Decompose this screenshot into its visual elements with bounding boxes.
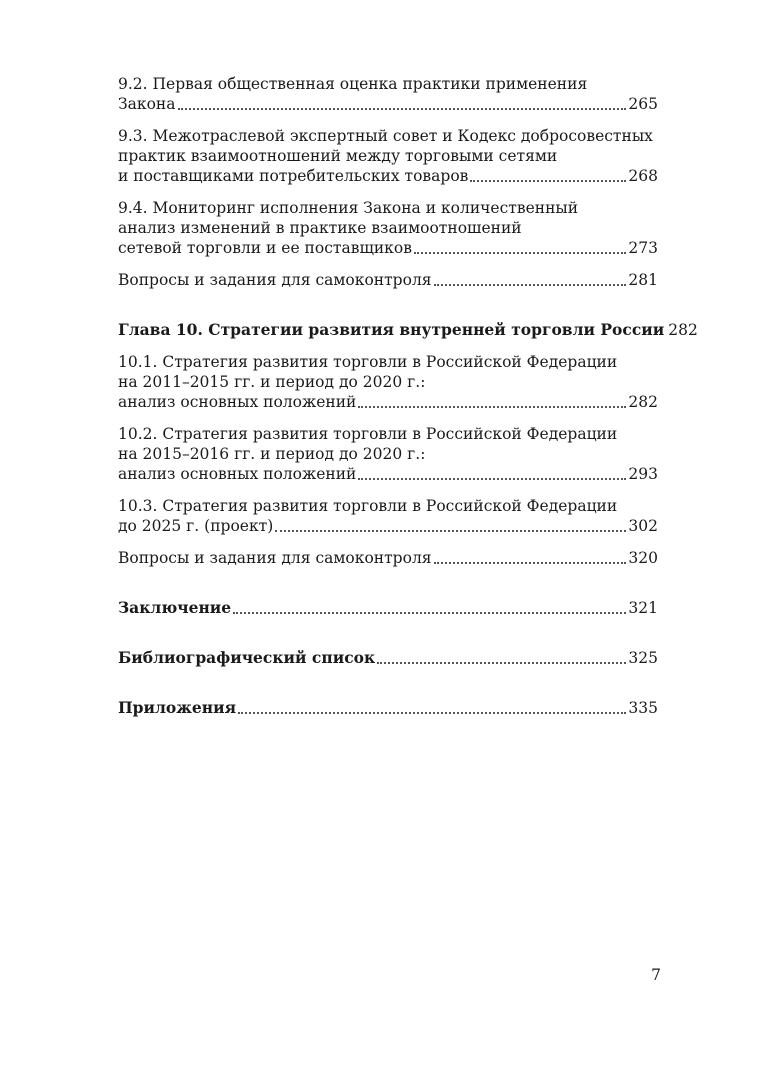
chapter-title: Заключение [118,598,232,617]
toc-page-number: 265 [628,95,658,113]
toc-entry-line: на 2011–2015 гг. и период до 2020 г.: [118,373,426,391]
toc-entry-line: анализ основных положений [118,393,357,411]
toc-entry-line: 10.2. Стратегия развития торговли в Российской Федерации [118,425,618,443]
toc-page-number: 282 [628,393,658,411]
toc-entry-10-2 [118,424,658,484]
toc-entry-line: анализ основных положений [118,465,357,483]
leader-dots [238,712,626,714]
toc-page-number: 273 [628,239,658,257]
leader-dots [377,662,626,664]
toc-page-number: 335 [628,699,658,717]
toc-entry-line: 9.4. Мониторинг исполнения Закона и количественный [118,199,579,217]
toc-entry-line: Вопросы и задания для самоконтроля [118,271,432,289]
toc-entry-10-3 [118,496,658,536]
toc-entry-line: до 2025 г. (проект) [118,517,274,535]
toc-page-number: 302 [628,517,658,535]
toc-page-number: 281 [628,271,658,289]
toc-entry-line: на 2015–2016 гг. и период до 2020 г.: [118,445,426,463]
toc-page-number: 293 [628,465,658,483]
leader-dots [414,252,626,254]
toc-entry-questions-9 [118,270,658,290]
toc-entry-line: Вопросы и задания для самоконтроля [118,549,432,567]
leader-dots [434,284,627,286]
chapter-title: Приложения [118,698,237,717]
leader-dots [275,530,626,532]
toc-entry-line: и поставщиками потребительских товаров [118,167,469,185]
toc-entry-10-1 [118,352,658,412]
toc-entry-line: 10.1. Стратегия развития торговли в Российской Федерации [118,353,618,371]
toc-entry-line: 9.2. Первая общественная оценка практики применения [118,75,588,93]
toc-chapter-10 [118,320,698,340]
leader-dots [470,180,626,182]
leader-dots [434,562,627,564]
toc-page-number: 320 [628,549,658,567]
leader-dots [358,478,626,480]
toc-page-number: 321 [628,599,658,617]
toc-entry-line: 9.3. Межотраслевой экспертный совет и Кодекс добросовестных [118,127,653,145]
toc-page-number: 325 [628,649,658,667]
toc-entry-9-4 [118,198,658,258]
leader-dots [358,406,626,408]
toc-entry-9-3 [118,126,658,186]
toc-entry-line: сетевой торговли и ее поставщиков [118,239,412,257]
toc-entry-line: 10.3. Стратегия развития торговли в Российской Федерации [118,497,618,515]
table-of-contents [118,74,698,730]
leader-dots [233,612,626,614]
toc-entry-questions-10 [118,548,658,568]
toc-entry-line: практик взаимоотношений между торговыми сетями [118,147,558,165]
toc-bibliography [118,648,658,668]
toc-entry-line: анализ изменений в практике взаимоотношений [118,219,522,237]
chapter-title: Глава 10. Стратегии развития внутренней торговли России [118,320,665,339]
toc-conclusion [118,598,658,618]
toc-entry-9-2 [118,74,658,114]
toc-appendices [118,698,658,718]
chapter-title: Библиографический список [118,648,376,667]
page-number: 7 [651,966,661,984]
toc-page-number: 282 [668,321,698,339]
toc-page-number: 268 [628,167,658,185]
leader-dots [178,108,627,110]
toc-entry-line: Закона [118,95,176,113]
